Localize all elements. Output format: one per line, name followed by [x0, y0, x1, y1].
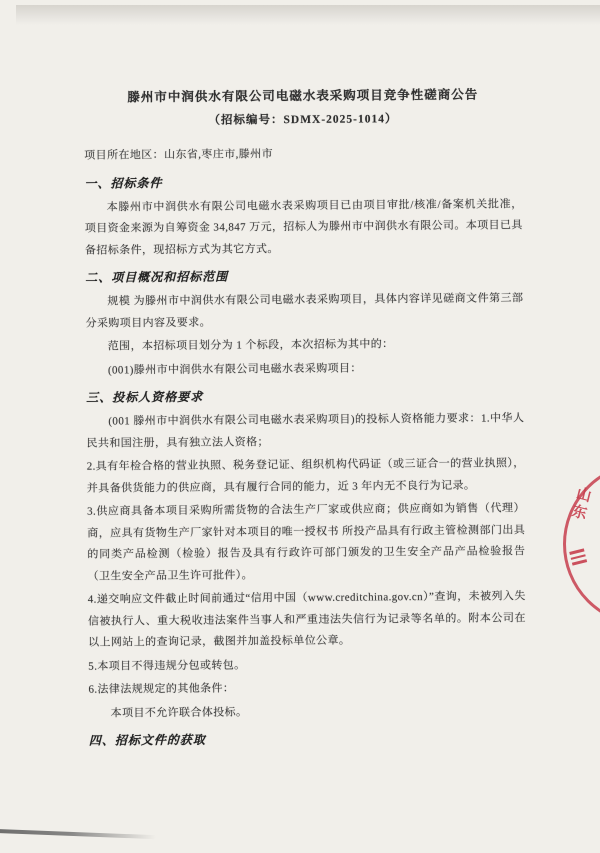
qualification-item-1: (001 滕州市中润供水有限公司电磁水表采购项目)的投标人资格能力要求：1.中华人民共和国注册，具有独立法人资格；	[86, 412, 525, 450]
qualification-item-3: 3.供应商具备本项目采购所需货物的合法生产厂家或供应商；供应商如为销售（代理）商，应具有货物生产厂家针对本项目的唯一授权书 所投产品具有行政主管检测部门出具的同类产品检测（检验）报告及具有行政许可部门颁发的卫生安全产品产品检验报告（卫生安全产品卫生许可批件）。	[87, 502, 526, 583]
section-1-paragraph: 本滕州市中润供水有限公司电磁水表采购项目已由项目审批/核准/备案机关批准，项目资金来源为自筹资金 34,847 万元，招标人为滕州市中润供水有限公司。本项目已具备招标条件，现招标方式为其它方式。	[84, 197, 523, 257]
qualification-item-4: 4.递交响应文件截止时间前通过“信用中国（www.creditchina.gov.cn）”查询，未被列入失信被执行人、重大税收违法案件当事人和严重违法失信行为记录等名单的。附本公司在以上网站上的查询记录，截图并加盖投标单位公章。	[87, 590, 526, 649]
section-2-paragraph-lot: (001)滕州市中润供水有限公司电磁水表采购项目：	[107, 362, 362, 377]
official-stamp	[563, 462, 600, 632]
project-location: 项目所在地区：山东省,枣庄市,滕州市	[84, 148, 274, 162]
section-3-heading: 三、投标人资格要求	[86, 389, 204, 405]
section-2-paragraph-scale: 规模 为滕州市中润供水有限公司电磁水表采购项目，具体内容详见磋商文件第三部分采购项目内容及要求。	[85, 292, 524, 330]
section-1-heading: 一、招标条件	[84, 175, 163, 191]
section-2-paragraph-scope: 范围，本招标项目划分为 1 个标段，本次招标为其中的：	[107, 338, 394, 353]
qualification-item-6: 6.法律法规规定的其他条件：	[88, 682, 235, 696]
scan-artifact-line	[0, 829, 156, 839]
qualification-item-5: 5.本项目不得违规分包或转包。	[88, 658, 246, 673]
section-4-heading: 四、招标文件的获取	[88, 732, 206, 748]
stamp-text: 山东	[567, 484, 593, 524]
page-title: 滕州市中润供水有限公司电磁水表采购项目竞争性磋商公告	[127, 87, 479, 105]
no-consortium-note: 本项目不允许联合体投标。	[110, 705, 248, 719]
qualification-item-2: 2.具有年检合格的营业执照、税务登记证、组织机构代码证（或三证合一的营业执照），并具备供货能力的供应商，具有履行合同的能力，近 3 年内无不良行为记录。	[86, 457, 525, 495]
tender-number: （招标编号：SDMX-2025-1014）	[208, 113, 398, 127]
section-2-heading: 二、项目概况和招标范围	[85, 269, 229, 285]
